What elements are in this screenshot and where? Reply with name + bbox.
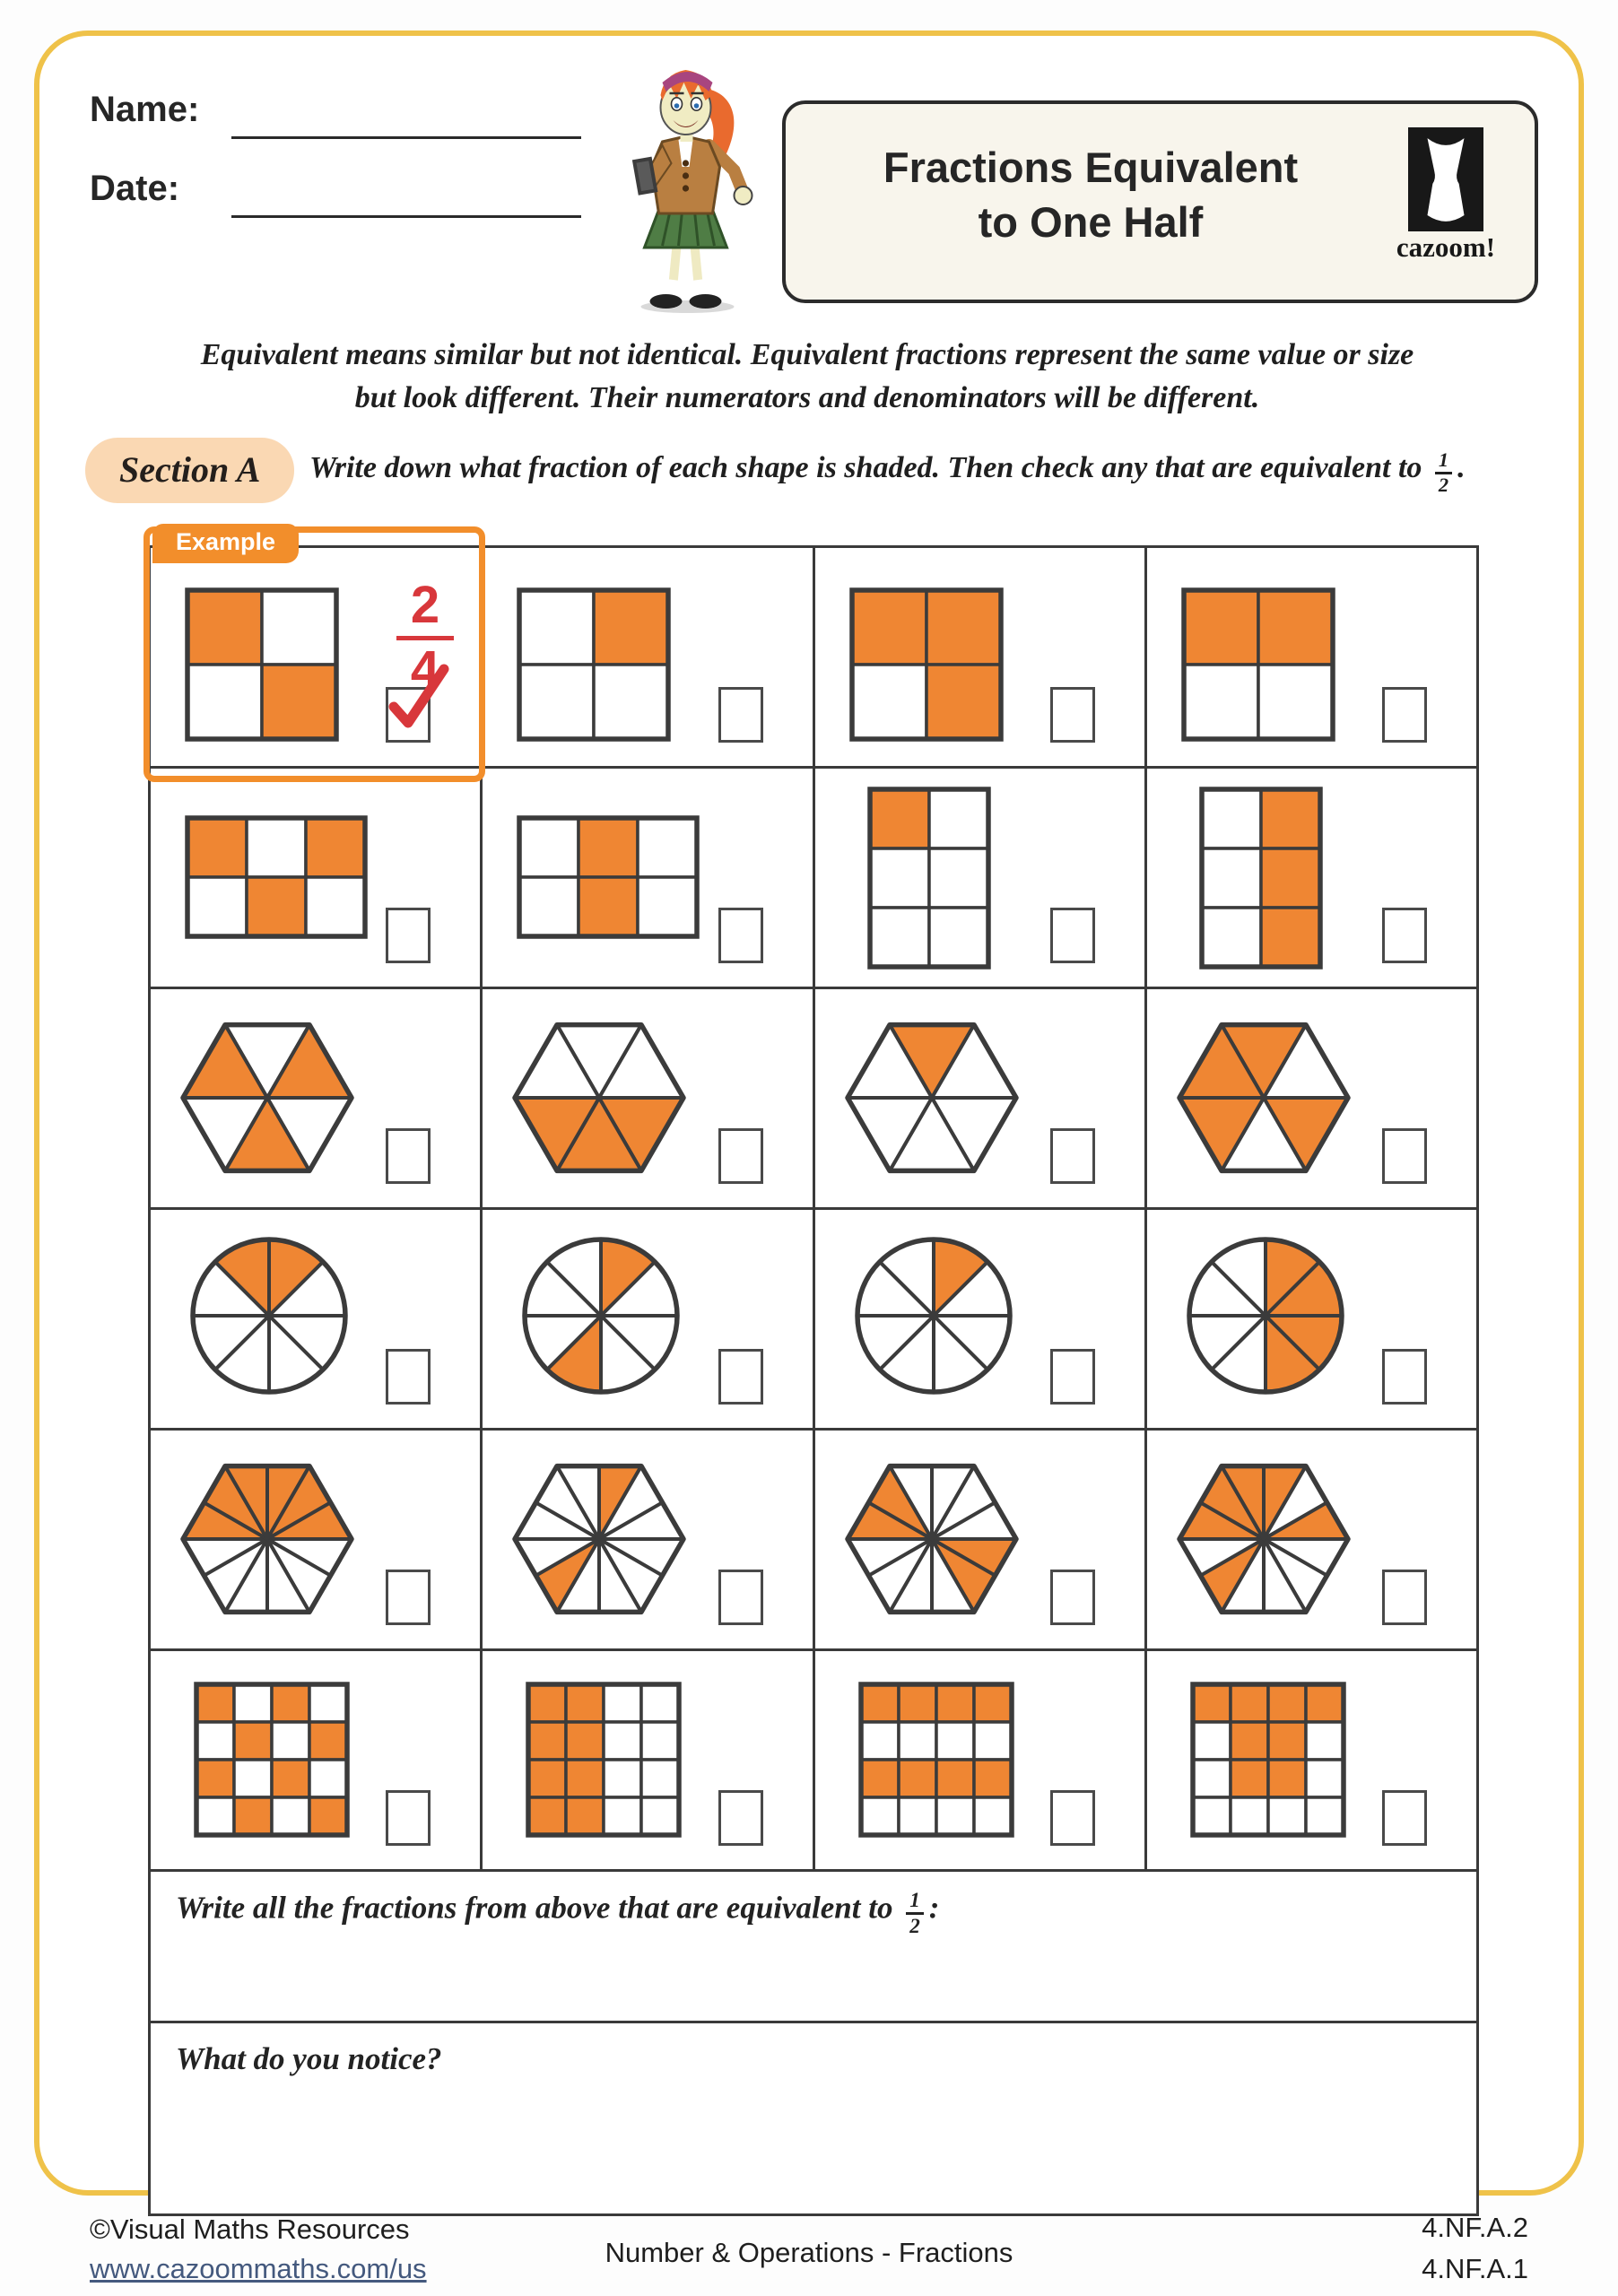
fraction-shape-square-grid bbox=[1197, 785, 1325, 976]
fraction-shape-square-grid bbox=[1188, 1680, 1348, 1844]
name-label: Name: bbox=[90, 90, 200, 129]
fraction-shape-hexagon bbox=[1172, 1457, 1355, 1625]
equivalent-checkbox[interactable] bbox=[718, 1570, 763, 1625]
table-row-1 bbox=[151, 528, 1476, 769]
fraction-shape-hexagon bbox=[508, 1016, 691, 1184]
notice-row[interactable] bbox=[151, 2023, 1476, 2213]
one-half-fraction: $\frac{1}{2}$ bbox=[906, 1890, 924, 1936]
equivalent-checkbox[interactable] bbox=[1382, 1790, 1427, 1846]
fraction-cell bbox=[483, 1210, 814, 1428]
equivalent-checkbox[interactable] bbox=[1050, 908, 1095, 963]
fraction-shape-square-grid bbox=[1179, 586, 1337, 748]
fraction-cell bbox=[815, 989, 1147, 1207]
fraction-cell bbox=[151, 1210, 483, 1428]
fraction-cell bbox=[1147, 1210, 1476, 1428]
table-row-3 bbox=[151, 989, 1476, 1210]
fraction-cell bbox=[151, 1651, 483, 1869]
equivalent-checkbox[interactable] bbox=[386, 1128, 431, 1184]
fraction-cell bbox=[483, 989, 814, 1207]
equivalent-checkbox[interactable] bbox=[718, 908, 763, 963]
write-fractions-prompt: Write all the fractions from above that are equivalent to $\frac{1}{2}$ : bbox=[176, 1888, 940, 1937]
equivalent-checkbox[interactable] bbox=[1382, 1349, 1427, 1405]
title-box bbox=[782, 100, 1538, 303]
example-answer-fraction: 2 4 bbox=[391, 578, 459, 698]
equivalent-checkbox[interactable] bbox=[1050, 1570, 1095, 1625]
red-check-mark-icon bbox=[379, 662, 455, 737]
standard-code-2: 4.NF.A.1 bbox=[1422, 2253, 1528, 2284]
fraction-cell bbox=[1147, 769, 1476, 987]
notice-prompt: What do you notice? bbox=[176, 2041, 442, 2076]
equivalent-checkbox[interactable] bbox=[718, 1790, 763, 1846]
fraction-shape-circle bbox=[187, 1233, 352, 1403]
table-row-4 bbox=[151, 1210, 1476, 1431]
fraction-cell-example bbox=[151, 528, 483, 766]
table-row-6 bbox=[151, 1651, 1476, 1872]
footer-topic: Number & Operations - Fractions bbox=[605, 2237, 1013, 2268]
intro-line-1: Equivalent means similar but not identical. Equivalent fractions represent the same value or size bbox=[200, 338, 1414, 371]
fraction-table bbox=[148, 528, 1479, 2216]
equivalent-checkbox[interactable] bbox=[1382, 687, 1427, 743]
equivalent-checkbox[interactable] bbox=[386, 1790, 431, 1846]
copyright-text: ©Visual Maths Resources bbox=[90, 2213, 410, 2245]
fraction-shape-square-grid bbox=[866, 785, 993, 976]
intro-text bbox=[108, 334, 1507, 421]
title-line-2: to One Half bbox=[978, 198, 1204, 247]
equivalent-checkbox[interactable] bbox=[1050, 1349, 1095, 1405]
example-tab-label: Example bbox=[152, 524, 299, 563]
fraction-shape-hexagon bbox=[508, 1457, 691, 1625]
fraction-shape-circle bbox=[518, 1233, 683, 1403]
fraction-cell bbox=[151, 769, 483, 987]
section-a-instruction-text: Write down what fraction of each shape is shaded. Then check any that are equivalent to bbox=[309, 450, 1422, 484]
fraction-shape-circle bbox=[1183, 1233, 1348, 1403]
fraction-shape-square-grid bbox=[524, 1680, 683, 1844]
fraction-cell bbox=[815, 548, 1147, 766]
fraction-cell bbox=[483, 548, 814, 766]
worksheet-title bbox=[813, 140, 1369, 249]
fraction-shape-hexagon bbox=[840, 1016, 1023, 1184]
fraction-shape-square-grid bbox=[515, 813, 701, 945]
one-half-fraction: $\frac{1}{2}$ bbox=[1435, 450, 1452, 496]
equivalent-checkbox[interactable] bbox=[386, 908, 431, 963]
equivalent-checkbox[interactable] bbox=[1050, 1128, 1095, 1184]
fraction-cell bbox=[1147, 548, 1476, 766]
fraction-cell bbox=[815, 1210, 1147, 1428]
cazoom-url-link[interactable]: www.cazoommaths.com/us bbox=[90, 2253, 427, 2284]
cazoom-goblet-icon bbox=[1408, 127, 1483, 231]
fraction-shape-hexagon bbox=[176, 1457, 359, 1625]
equivalent-checkbox[interactable] bbox=[718, 687, 763, 743]
fraction-cell bbox=[1147, 989, 1476, 1207]
equivalent-checkbox[interactable] bbox=[1050, 1790, 1095, 1846]
equivalent-checkbox[interactable] bbox=[1382, 1128, 1427, 1184]
fraction-shape-square-grid bbox=[857, 1680, 1016, 1844]
student-character-illustration bbox=[581, 56, 801, 316]
equivalent-checkbox[interactable] bbox=[1382, 908, 1427, 963]
fraction-shape-square-grid bbox=[515, 586, 673, 748]
fraction-shape-hexagon bbox=[176, 1016, 359, 1184]
cazoom-logo bbox=[1387, 127, 1504, 264]
standard-code-1: 4.NF.A.2 bbox=[1422, 2212, 1528, 2243]
equivalent-checkbox[interactable] bbox=[1382, 1570, 1427, 1625]
equivalent-checkbox[interactable] bbox=[718, 1349, 763, 1405]
fraction-cell bbox=[815, 1651, 1147, 1869]
intro-line-2: but look different. Their numerators and denominators will be different. bbox=[354, 381, 1260, 415]
fraction-cell bbox=[151, 1431, 483, 1648]
fraction-cell bbox=[483, 1431, 814, 1648]
fraction-cell bbox=[1147, 1651, 1476, 1869]
date-input-line[interactable] bbox=[231, 215, 581, 218]
section-a-label: Section A bbox=[85, 438, 294, 503]
fraction-cell bbox=[483, 1651, 814, 1869]
fraction-shape-square-grid bbox=[183, 586, 341, 748]
fraction-shape-hexagon bbox=[840, 1457, 1023, 1625]
fraction-cell bbox=[1147, 1431, 1476, 1648]
title-line-1: Fractions Equivalent bbox=[883, 144, 1299, 191]
equivalent-checkbox[interactable] bbox=[718, 1128, 763, 1184]
fraction-cell bbox=[483, 769, 814, 987]
equivalent-checkbox[interactable] bbox=[386, 1570, 431, 1625]
fraction-cell bbox=[815, 1431, 1147, 1648]
fraction-shape-square-grid bbox=[183, 813, 370, 945]
write-fractions-row[interactable] bbox=[151, 1872, 1476, 2023]
fraction-shape-square-grid bbox=[848, 586, 1005, 748]
fraction-cell bbox=[815, 769, 1147, 987]
fraction-shape-square-grid bbox=[192, 1680, 352, 1844]
equivalent-checkbox[interactable] bbox=[386, 1349, 431, 1405]
cazoom-logo-text: cazoom! bbox=[1396, 231, 1496, 263]
equivalent-checkbox[interactable] bbox=[1050, 687, 1095, 743]
table-row-2 bbox=[151, 769, 1476, 989]
section-a-instruction: Write down what fraction of each shape is shaded. Then check any that are equivalent to $\frac{1}{2}$ . bbox=[309, 448, 1466, 496]
name-input-line[interactable] bbox=[231, 136, 581, 139]
fraction-shape-circle bbox=[851, 1233, 1016, 1403]
fraction-shape-hexagon bbox=[1172, 1016, 1355, 1184]
fraction-cell bbox=[151, 989, 483, 1207]
table-row-5 bbox=[151, 1431, 1476, 1651]
date-label: Date: bbox=[90, 169, 180, 208]
